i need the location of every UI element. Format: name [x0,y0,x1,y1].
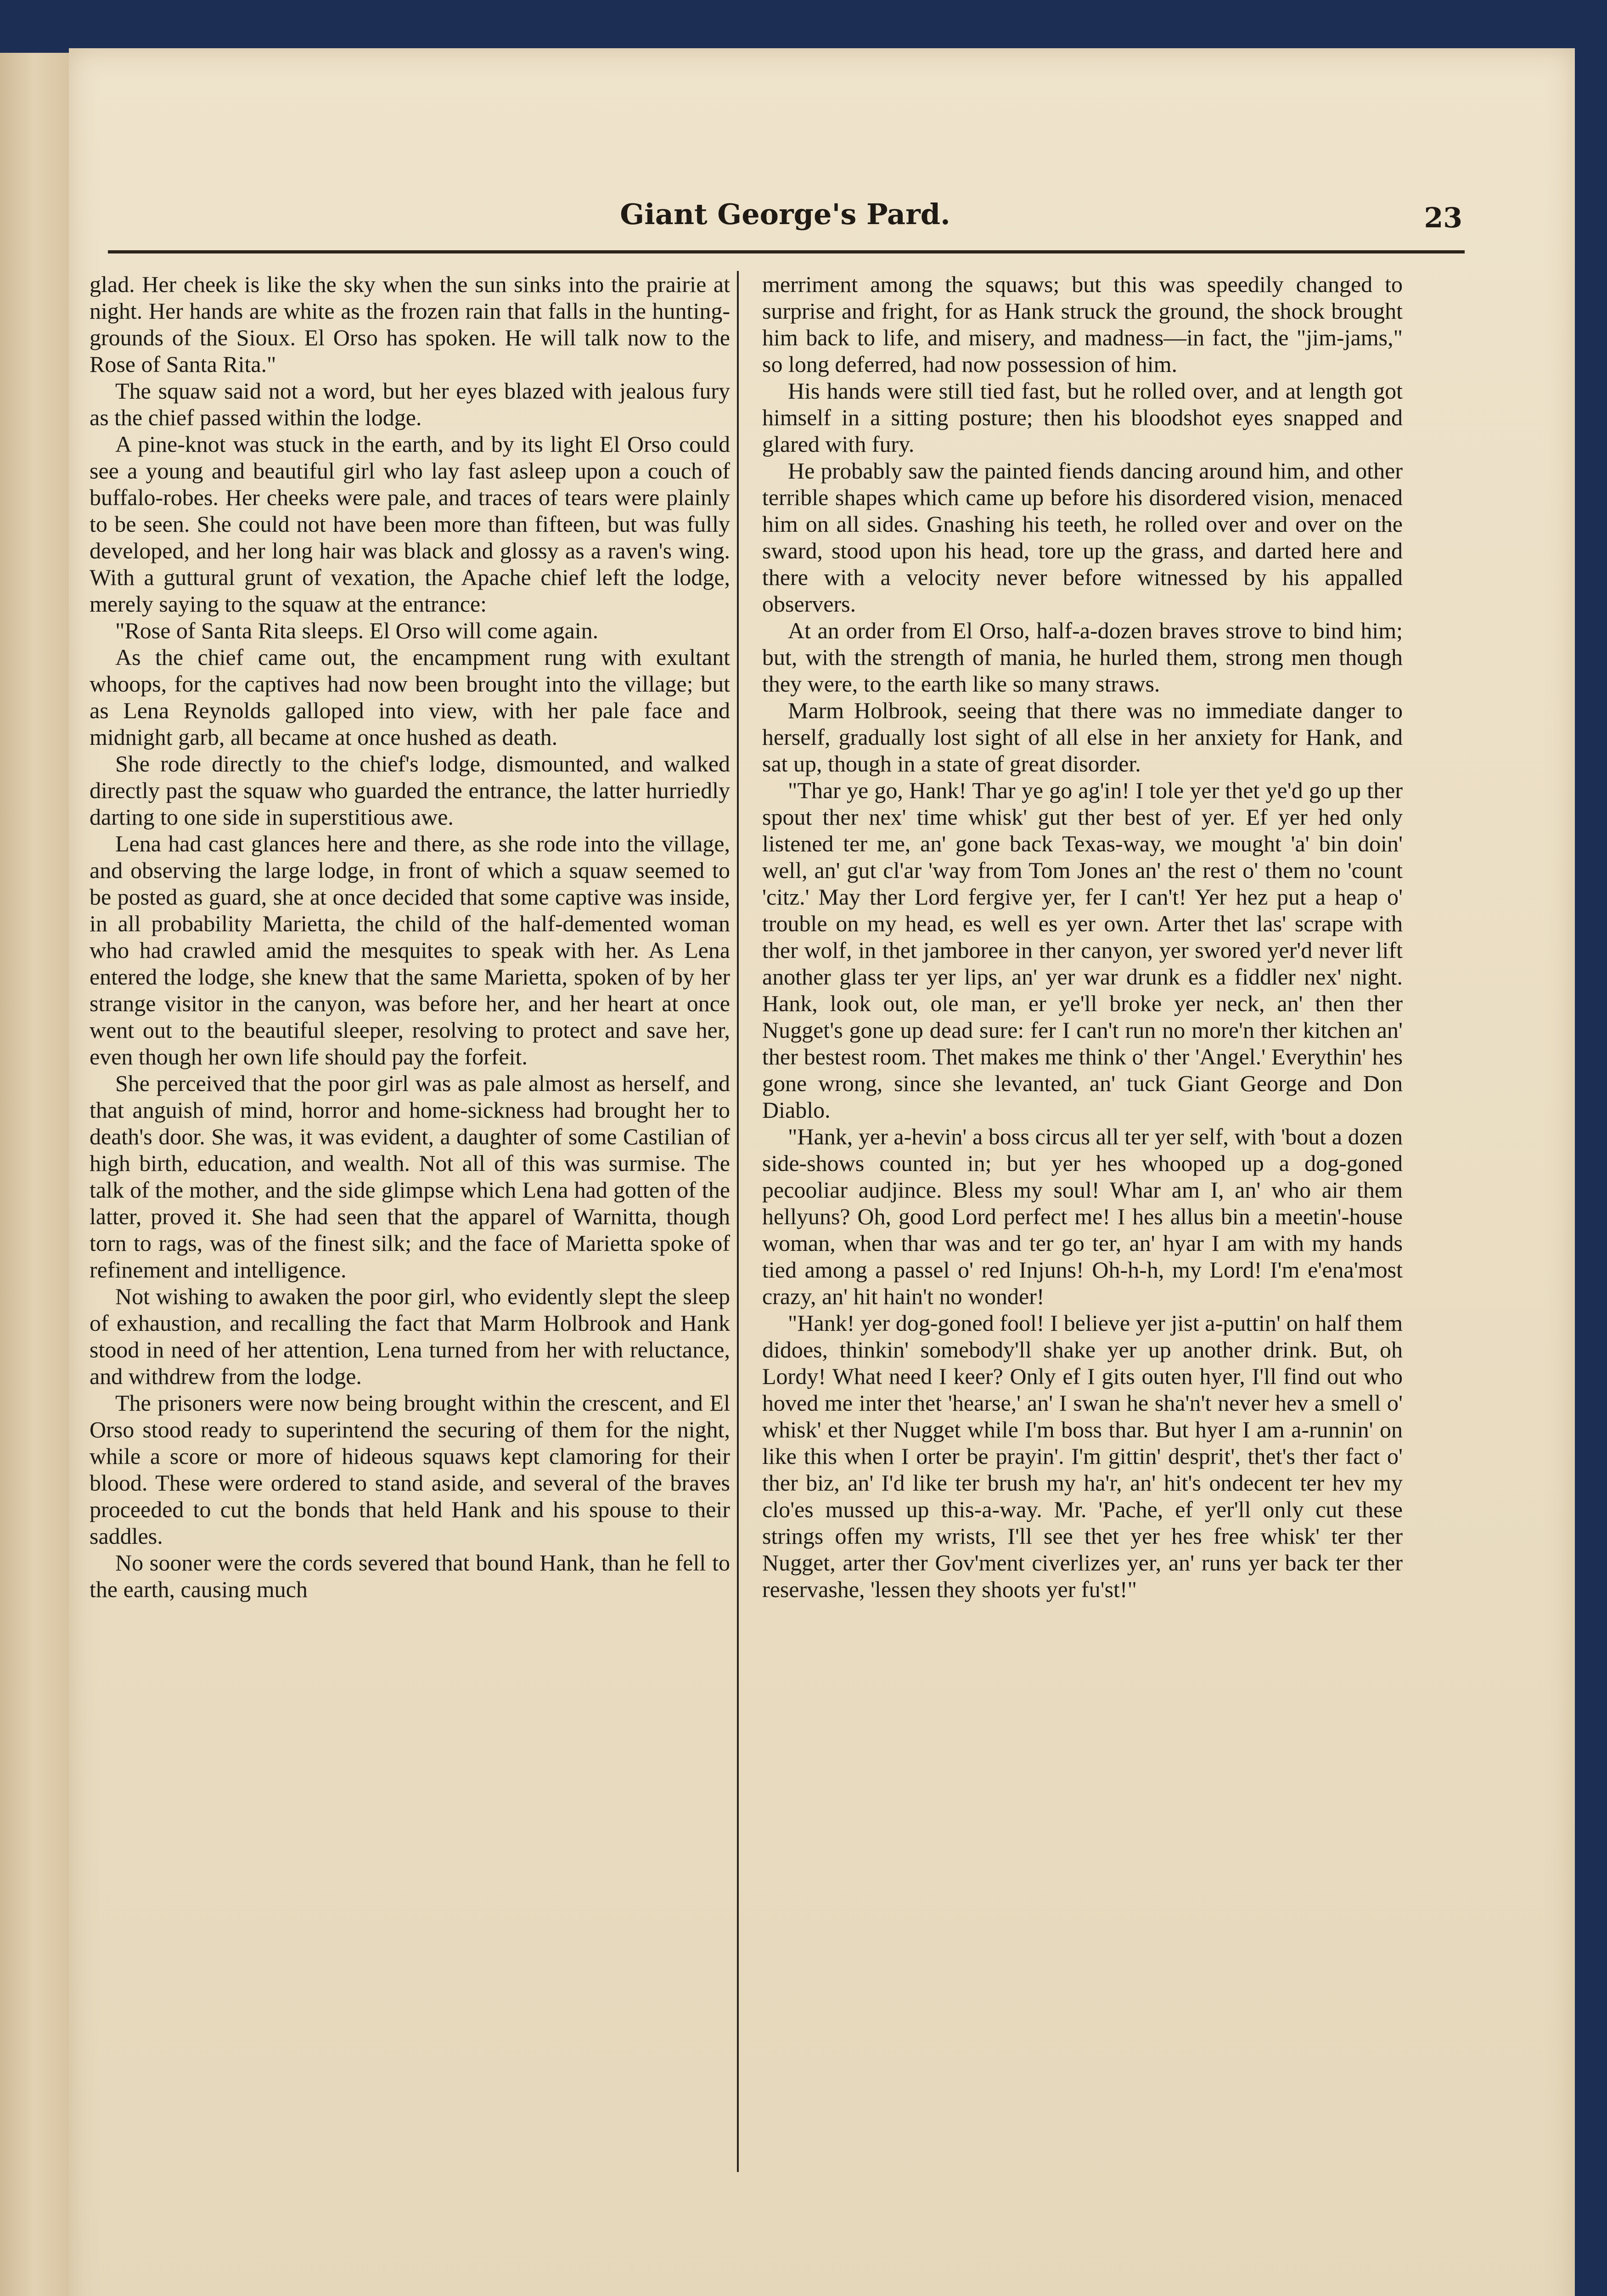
left-column [90,271,730,1603]
running-title: Giant George's Pard. [620,197,950,231]
paragraph: She rode directly to the chief's lodge, dismounted, and walked directly past the squaw who guarded the entrance, the latter hurriedly darting to one side in superstitious awe. [90,751,730,830]
header-rule [108,250,1465,253]
paragraph: No sooner were the cords severed that bound Hank, than he fell to the earth, causing much [90,1550,730,1602]
paragraph: As the chief came out, the encampment rung with exultant whoops, for the captives had now been brought into the village; but as Lena Reynolds galloped into view, with her pale face and midnight garb, all became at once hushed as death. [90,644,730,750]
paragraph: He probably saw the painted fiends dancing around him, and other terrible shapes which came up before his disordered vision, menaced him on all sides. Gnashing his teeth, he rolled over and over on the sward, stood upon his head, tore up the grass, and darted here and there with a velocity never before witnessed by his appalled observers. [762,458,1403,617]
paragraph: His hands were still tied fast, but he rolled over, and at length got himself in a sitting posture; then his bloodshot eyes snapped and glared with fury. [762,378,1403,457]
paragraph: The squaw said not a word, but her eyes blazed with jealous fury as the chief passed within the lodge. [90,378,730,430]
paragraph: "Rose of Santa Rita sleeps. El Orso will come again. [115,618,599,643]
right-column [762,271,1403,1603]
book-spine [0,53,78,2296]
paragraph: merriment among the squaws; but this was speedily changed to surprise and fright, for as Hank struck the ground, the shock brought him back to life, and misery, and madness—in fact, the "jim-jams," so long deferred, had now possession of him. [762,271,1403,377]
paragraph: Marm Holbrook, seeing that there was no immediate danger to herself, gradually lost sight of all else in her anxiety for Hank, and sat up, though in a state of great disorder. [762,698,1403,777]
paragraph: "Hank, yer a-hevin' a boss circus all ter yer self, with 'bout a dozen side-shows counted in; but yer hes whooped up a dog-goned pecooliar audjince. Bless my soul! Whar am I, an' who air them hellyuns? Oh, good Lord perfect me! I hes allus bin a meetin'-house woman, when thar was and ter go ter, an' hyar I am with my hands tied among a passel o' red Injuns! Oh-h-h, my Lord! I'm e'ena'most crazy, an' hit hain't no wonder! [762,1124,1403,1309]
paragraph: A pine-knot was stuck in the earth, and by its light El Orso could see a young and beautiful girl who lay fast asleep upon a couch of buffalo-robes. Her cheeks were pale, and traces of tears were plainly to be seen. She could not have been more than fifteen, but was fully developed, and her long hair was black and glossy as a raven's wing. With a guttural grunt of vexation, the Apache chief left the lodge, merely saying to the squaw at the entrance: [90,431,730,617]
paragraph: The prisoners were now being brought within the crescent, and El Orso stood ready to superintend the securing of them for the night, while a score or more of hideous squaws kept clamoring for their blood. These were ordered to stand aside, and several of the braves proceeded to cut the bonds that held Hank and his spouse to their saddles. [90,1390,730,1549]
page-header [108,152,1462,257]
paragraph: Lena had cast glances here and there, as she rode into the village, and observing the large lodge, in front of which a squaw seemed to be posted as guard, she at once decided that some captive was inside, in all probability Marietta, the child of the half-demented woman who had crawled amid the mesquites to speak with her. As Lena entered the lodge, she knew that the same Marietta, spoken of by her strange visitor in the canyon, was before her, and her heart at once went out to the beautiful sleeper, resolving to protect and save her, even though her own life should pay the forfeit. [90,831,730,1069]
paragraph: glad. Her cheek is like the sky when the sun sinks into the prairie at night. Her hands are white as the frozen rain that falls in the hunting-grounds of the Sioux. El Orso has spoken. He will talk now to the Rose of Santa Rita." [90,271,730,377]
paragraph: "Hank! yer dog-goned fool! I believe yer jist a-puttin' on half them didoes, thinkin' somebody'll shake yer up another drink. But, oh Lordy! What need I keer? Only ef I gits outen hyer, I'll find out who hoved me inter thet 'hearse,' an' I swan he sha'n't never hev a smell o' whisk' et ther Nugget while I'm boss thar. But hyer I am a-runnin' on like this when I orter be prayin'. I'm gittin' desprit', thet's ther fact o' ther biz, an' I'd like ter brush my ha'r, an' hit's ondecent ter hev my clo'es mussed up this-a-way. Mr. 'Pache, ef yer'll only cut these strings offen my wrists, I'll see thet yer hes free whisk' ter ther Nugget, arter ther Gov'ment civerlizes yer, an' runs yer back ter ther reservashe, 'lessen they shoots yer fu'st!" [762,1310,1403,1602]
column-divider [737,271,739,2172]
paragraph: She perceived that the poor girl was as pale almost as herself, and that anguish of mind, horror and home-sickness had brought her to death's door. She was, it was evident, a daughter of some Castilian of high birth, education, and wealth. Not all of this was surmise. The talk of the mother, and the side glimpse which Lena had gotten of the latter, proved it. She had seen that the apparel of Warnitta, though torn to rags, was of the finest silk; and the face of Marietta spoke of refinement and intelligence. [90,1070,730,1283]
paragraph: Not wishing to awaken the poor girl, who evidently slept the sleep of exhaustion, and recalling the fact that Marm Holbrook and Hank stood in need of her attention, Lena turned from her with reluctance, and withdrew from the lodge. [90,1283,730,1389]
paragraph: "Thar ye go, Hank! Thar ye go ag'in! I tole yer thet ye'd go up ther spout ther nex' time whisk' gut ther best of yer. Ef yer hed only listened ter me, an' gone back Texas-way, we mought 'a' bin doin' well, an' gut cl'ar 'way from Tom Jones an' the rest o' them no 'count 'citz.' May ther Lord fergive yer, fer I can't! Yer hez put a heap o' trouble on my head, es well es yer own. Arter thet las' scrape with ther wolf, in thet jamboree in ther canyon, yer swored yer'd never lift another glass ter yer lips, an' yer war drunk es a fiddler nex' night. Hank, look out, ole man, er ye'll broke yer neck, an' then ther Nugget's gone up dead sure: fer I can't run no more'n ther kitchen an' ther bestest room. Thet makes me think o' ther 'Angel.' Everythin' hes gone wrong, since she levanted, an' tuck Giant George and Don Diablo. [762,777,1403,1123]
paragraph: At an order from El Orso, half-a-dozen braves strove to bind him; but, with the strength of mania, he hurled them, strong men though they were, to the earth like so many straws. [762,618,1403,697]
page-number: 23 [1424,202,1462,234]
